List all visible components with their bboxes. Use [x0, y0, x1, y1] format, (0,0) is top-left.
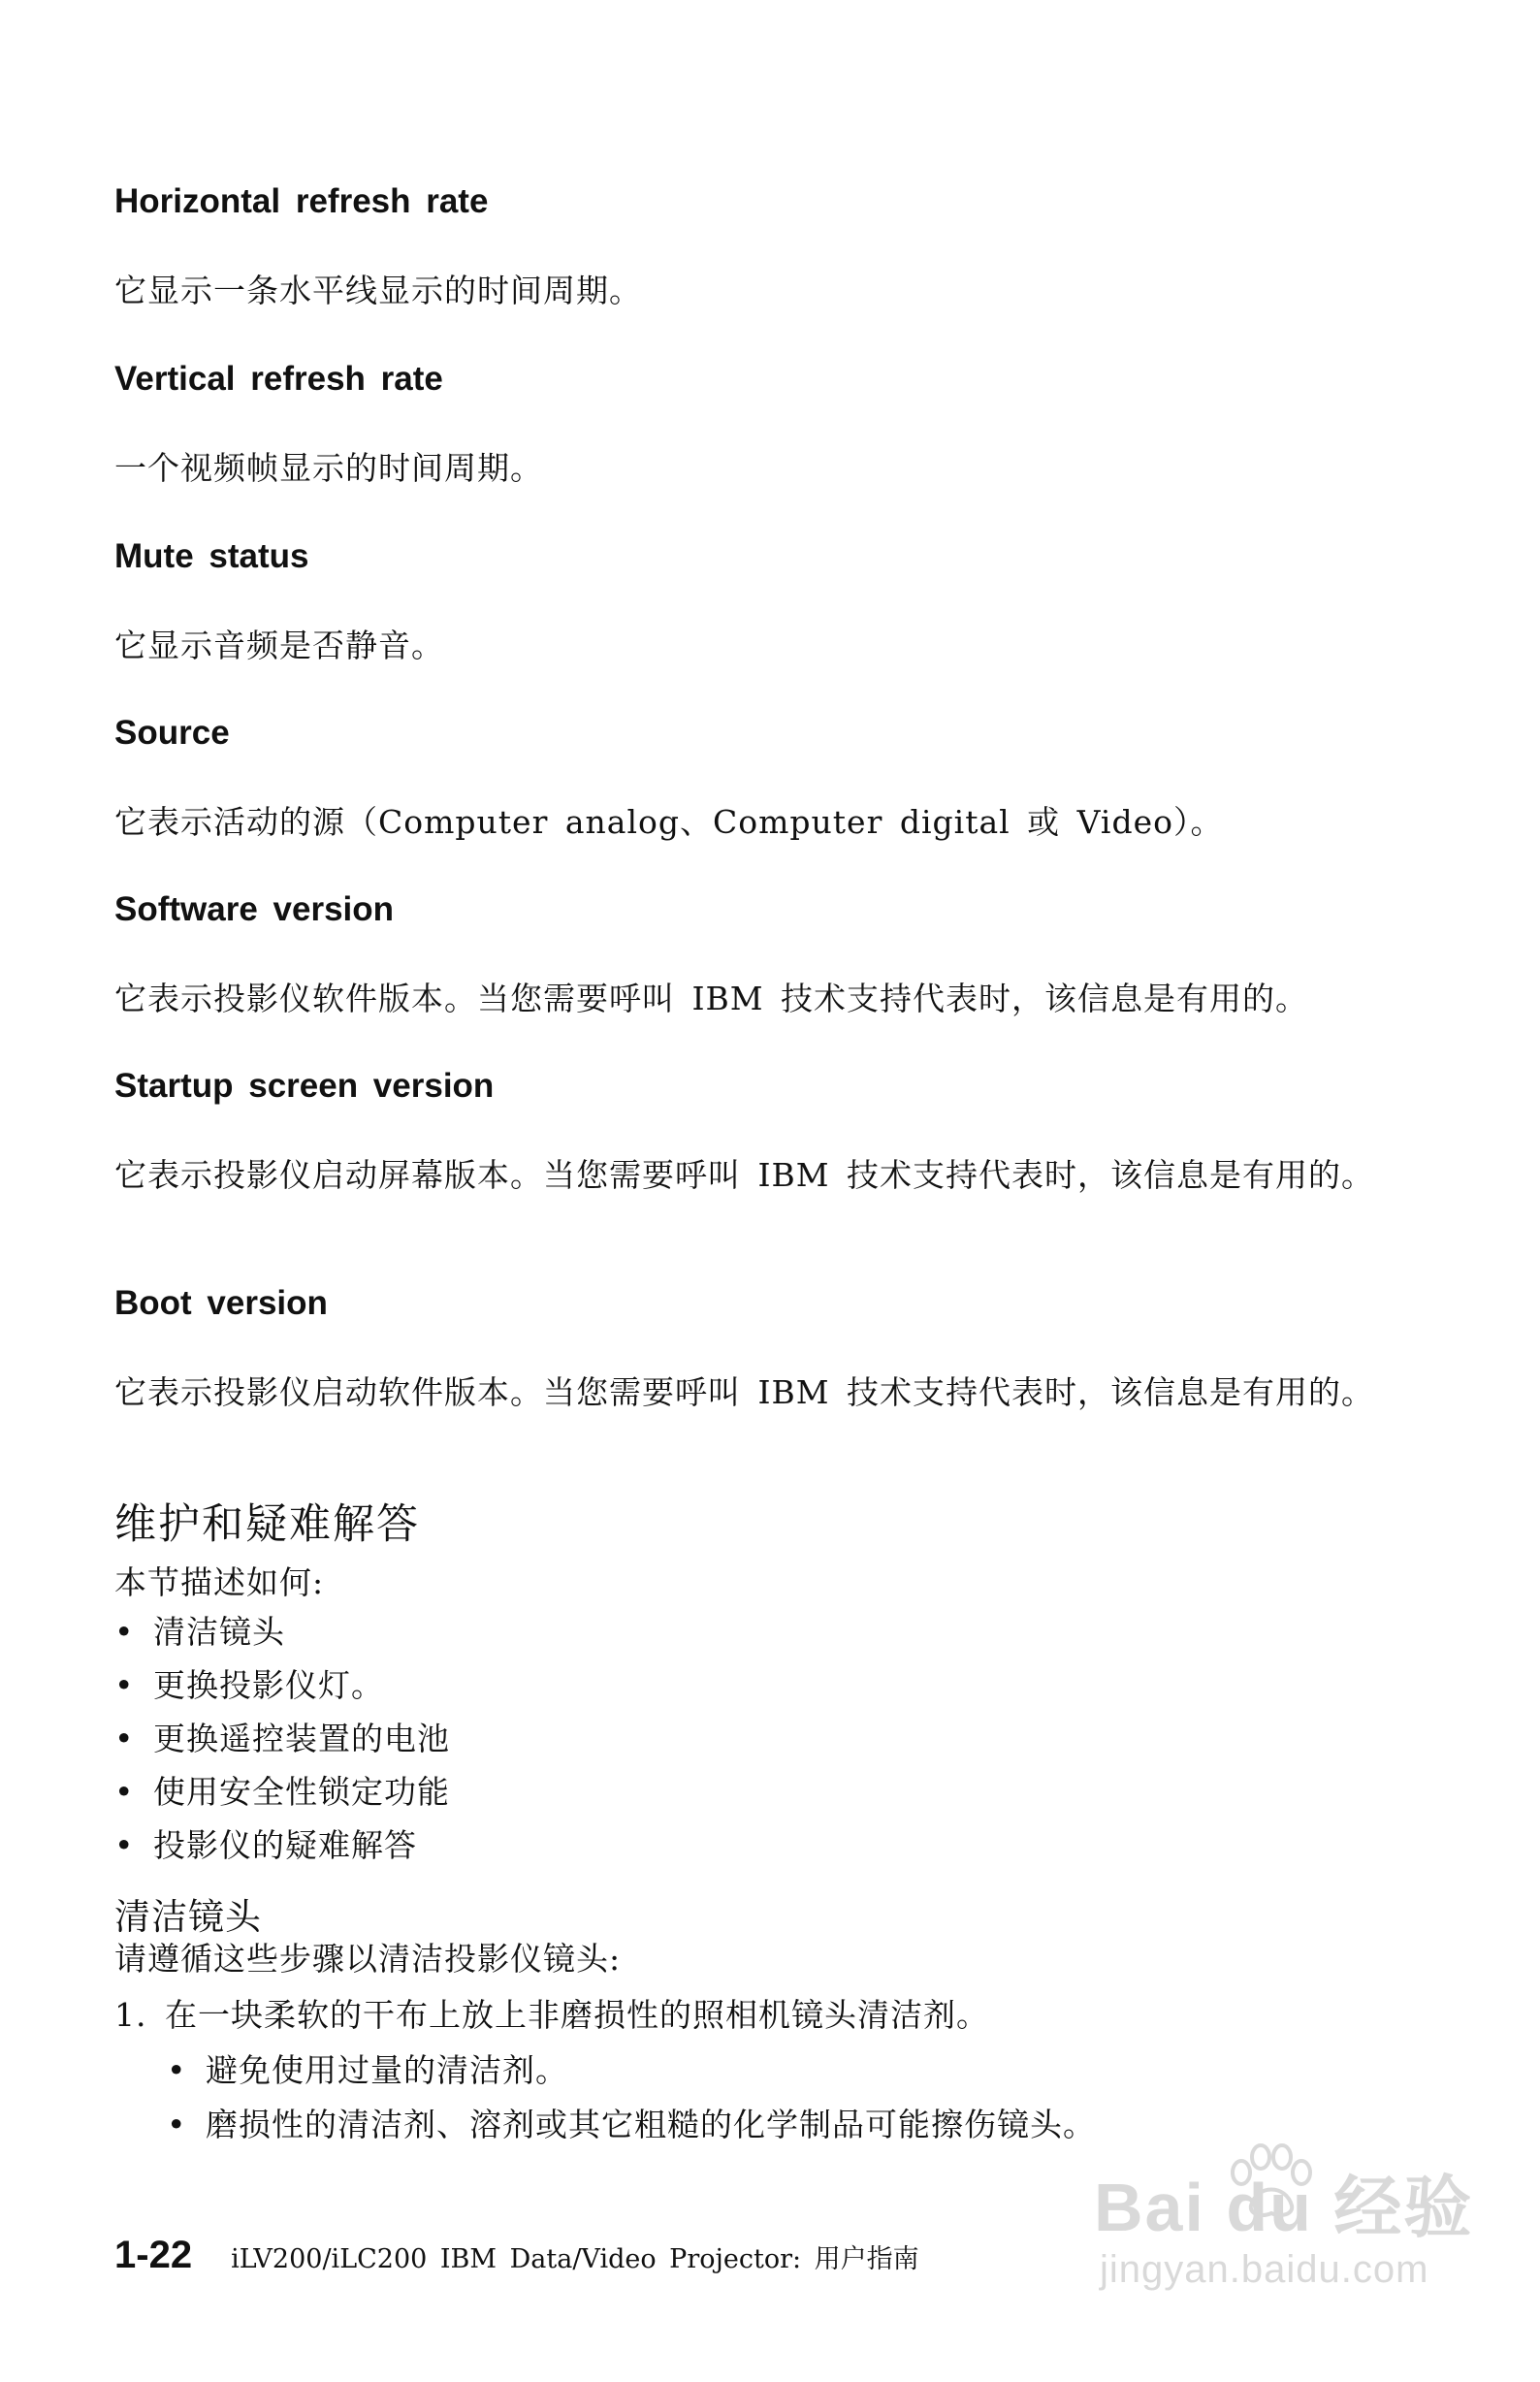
list-item	[167, 2103, 1096, 2157]
list-item-text: 清洁镜头	[153, 1613, 285, 1651]
watermark-brand: Bai du 经验	[1094, 2170, 1474, 2245]
term-heading-vertical-refresh-rate: Vertical refresh rate	[114, 360, 443, 398]
term-heading-boot-version: Boot version	[114, 1284, 328, 1322]
step-number: 1.	[114, 1996, 147, 2034]
list-item	[114, 1823, 450, 1877]
lens-cleaning-intro: 请遵循这些步骤以清洁投影仪镜头:	[114, 1940, 622, 1978]
lens-cleaning-step-1	[114, 1993, 989, 2038]
bullet-icon: •	[114, 1773, 135, 1811]
list-item	[114, 1770, 450, 1823]
maintenance-intro: 本节描述如何:	[114, 1563, 325, 1601]
lens-cleaning-sub-list	[167, 2048, 1096, 2157]
bullet-icon: •	[114, 1613, 135, 1651]
step-text: 在一块柔软的干布上放上非磨损性的照相机镜头清洁剂。	[165, 1996, 989, 2034]
list-item	[114, 1610, 450, 1663]
footer-title: iLV200/iLC200 IBM Data/Video Projector: 用户指南	[231, 2244, 919, 2274]
list-item	[114, 1663, 450, 1717]
list-item-text: 更换投影仪灯。	[153, 1666, 384, 1704]
bullet-icon: •	[167, 2051, 187, 2089]
bullet-icon: •	[114, 1826, 135, 1864]
term-description-software-version: 它表示投影仪软件版本。当您需要呼叫 IBM 技术支持代表时，该信息是有用的。	[114, 980, 1309, 1017]
term-heading-source: Source	[114, 714, 230, 752]
list-item-text: 更换遥控装置的电池	[153, 1720, 450, 1757]
term-description-startup-screen-version: 它表示投影仪启动屏幕版本。当您需要呼叫 IBM 技术支持代表时，该信息是有用的。	[114, 1156, 1375, 1194]
section-heading-lens-cleaning: 清洁镜头	[114, 1896, 262, 1938]
term-heading-startup-screen-version: Startup screen version	[114, 1067, 495, 1105]
term-heading-software-version: Software version	[114, 890, 395, 928]
list-item-text: 使用安全性锁定功能	[153, 1773, 450, 1811]
bullet-icon: •	[114, 1720, 135, 1757]
term-description-vertical-refresh-rate: 一个视频帧显示的时间周期。	[114, 449, 543, 487]
term-description-mute-status: 它显示音频是否静音。	[114, 627, 444, 664]
term-heading-horizontal-refresh-rate: Horizontal refresh rate	[114, 182, 489, 220]
term-heading-mute-status: Mute status	[114, 537, 309, 575]
page-number: 1-22	[114, 2234, 193, 2276]
list-item	[114, 1717, 450, 1770]
list-item-text: 避免使用过量的清洁剂。	[206, 2051, 568, 2089]
section-heading-maintenance: 维护和疑难解答	[114, 1500, 420, 1549]
list-item-text: 投影仪的疑难解答	[153, 1826, 417, 1864]
term-description-horizontal-refresh-rate: 它显示一条水平线显示的时间周期。	[114, 272, 642, 309]
term-description-boot-version: 它表示投影仪启动软件版本。当您需要呼叫 IBM 技术支持代表时，该信息是有用的。	[114, 1373, 1375, 1411]
list-item-text: 磨损性的清洁剂、溶剂或其它粗糙的化学制品可能擦伤镜头。	[206, 2106, 1096, 2143]
page-footer	[114, 2231, 919, 2279]
bullet-icon: •	[114, 1666, 135, 1704]
watermark-url: jingyan.baidu.com	[1100, 2248, 1429, 2291]
maintenance-list	[114, 1610, 450, 1877]
list-item	[167, 2048, 1096, 2103]
term-description-source: 它表示活动的源（Computer analog、Computer digital 或 Video）。	[114, 803, 1224, 841]
bullet-icon: •	[167, 2106, 187, 2143]
watermark	[1076, 2143, 1484, 2318]
